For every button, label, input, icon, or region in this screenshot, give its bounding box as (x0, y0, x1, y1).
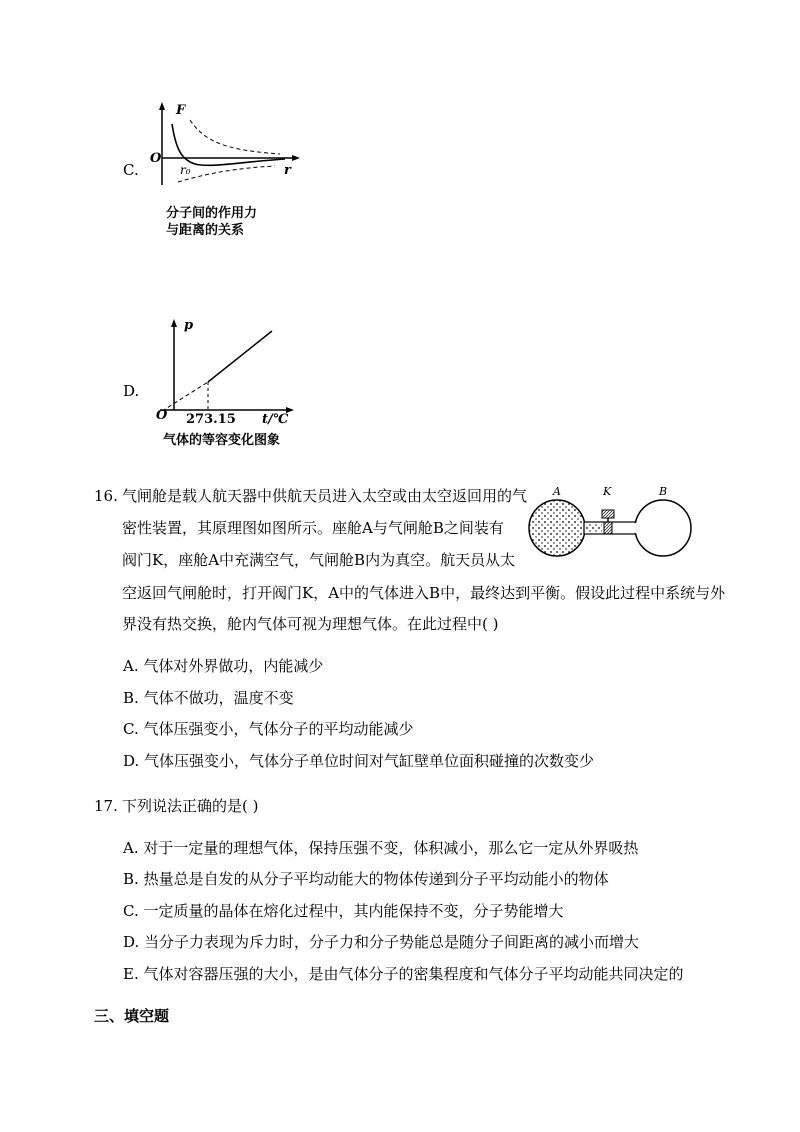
valve-k-body (604, 522, 612, 534)
graph-d-y-arrow (171, 319, 177, 327)
graph-d-tick-label: 273.15 (186, 412, 236, 425)
pipe-gas (584, 523, 602, 533)
q17-option-a-text: 对于一定量的理想气体，保持压强不变，体积减小，那么它一定从外界吸热 (143, 839, 639, 857)
q16-option-d-text: 气体压强变小，气体分子单位时间对气缸壁单位面积碰撞的次数变少 (144, 752, 595, 770)
q16-option-a (123, 656, 323, 676)
q16-stem-line4: 空返回气闸舱时，打开阀门K，A中的气体进入B中，最终达到平衡。假设此过程中系统与外 (122, 584, 726, 602)
q16-option-c-letter: C. (123, 720, 139, 738)
q16-number: 16. (94, 487, 118, 505)
net-force-curve (172, 124, 285, 165)
isochoric-graph (150, 315, 300, 425)
valve-k-handle (602, 510, 614, 518)
q17-option-e-letter: E. (123, 965, 139, 983)
q17-option-c-text: 一定质量的晶体在熔化过程中，其内能保持不变，分子势能增大 (143, 902, 564, 920)
airlock-b (635, 500, 691, 556)
q17-option-b-letter: B. (123, 870, 139, 888)
q17-option-b-text: 热量总是自发的从分子平均动能大的物体传递到分子平均动能小的物体 (143, 870, 609, 888)
q17-option-a-letter: A. (123, 839, 139, 857)
q17-stem: 下列说法正确的是( ) (122, 797, 259, 815)
repulsive-force-curve (190, 120, 280, 154)
q17-option-e (123, 964, 684, 984)
graph-c-x-label: r (284, 163, 291, 178)
q16-option-c (123, 719, 414, 739)
q16-option-c-text: 气体压强变小，气体分子的平均动能减少 (143, 720, 414, 738)
q16-option-b (123, 688, 294, 708)
label-b: B (659, 485, 668, 498)
q16-option-a-text: 气体对外界做功，内能减少 (143, 657, 324, 675)
q17-option-c (123, 901, 564, 921)
graph-d-x-label: t/℃ (262, 412, 289, 425)
option-d-letter: D. (123, 382, 140, 400)
q17-number: 17. (94, 797, 118, 815)
q16-stem-line3: 阀门K，座舱A中充满空气，气闸舱B内为真空。航天员从太 (122, 551, 516, 569)
q17-option-d-text: 当分子力表现为斥力时，分子力和分子势能总是随分子间距离的减小而增大 (144, 933, 640, 951)
option-c-caption-line2: 与距离的关系 (166, 223, 245, 238)
q16-option-b-text: 气体不做功，温度不变 (143, 689, 294, 707)
cabin-a (529, 500, 585, 556)
q16-option-d (123, 751, 594, 771)
graph-c-x-arrow (292, 155, 300, 161)
graph-d-y-label: p (184, 318, 194, 333)
q17-option-d (123, 932, 639, 952)
q16-option-d-letter: D. (123, 752, 140, 770)
q17-option-b (123, 869, 609, 889)
force-distance-graph (150, 100, 310, 190)
option-c-caption-line1: 分子间的作用力 (166, 206, 258, 221)
graph-c-r0-label: r₀ (180, 163, 191, 177)
label-k: K (603, 485, 612, 498)
q16-stem-line5: 界没有热交换，舱内气体可视为理想气体。在此过程中( ) (122, 615, 499, 633)
q16-option-b-letter: B. (123, 689, 139, 707)
option-c-letter: C. (123, 161, 139, 179)
q17-option-a (123, 838, 638, 858)
graph-c-origin-label: O (150, 151, 162, 166)
pressure-line (208, 331, 272, 382)
q17-option-c-letter: C. (123, 902, 139, 920)
label-a: A (553, 485, 561, 498)
q16-stem-line1: 气闸舱是载人航天器中供航天员进入太空或由太空返回用的气 (122, 487, 528, 505)
q16-stem-line2: 密性装置，其原理图如图所示。座舱A与气闸舱B之间装有 (122, 519, 504, 537)
option-d-caption: 气体的等容变化图象 (163, 433, 281, 448)
extrapolation-line (162, 382, 208, 411)
q16-option-a-letter: A. (123, 657, 139, 675)
pipe-joint-b (633, 523, 639, 533)
airlock-diagram (525, 484, 700, 564)
q17-option-e-text: 气体对容器压强的大小，是由气体分子的密集程度和气体分子平均动能共同决定的 (143, 965, 684, 983)
graph-c-y-label: F (176, 103, 186, 118)
graph-c-y-arrow (159, 102, 165, 110)
graph-d-origin-label: O (156, 408, 168, 423)
attractive-force-curve (178, 166, 275, 182)
q17-option-d-letter: D. (123, 933, 140, 951)
section-title: 三、填空题 (94, 1007, 170, 1025)
